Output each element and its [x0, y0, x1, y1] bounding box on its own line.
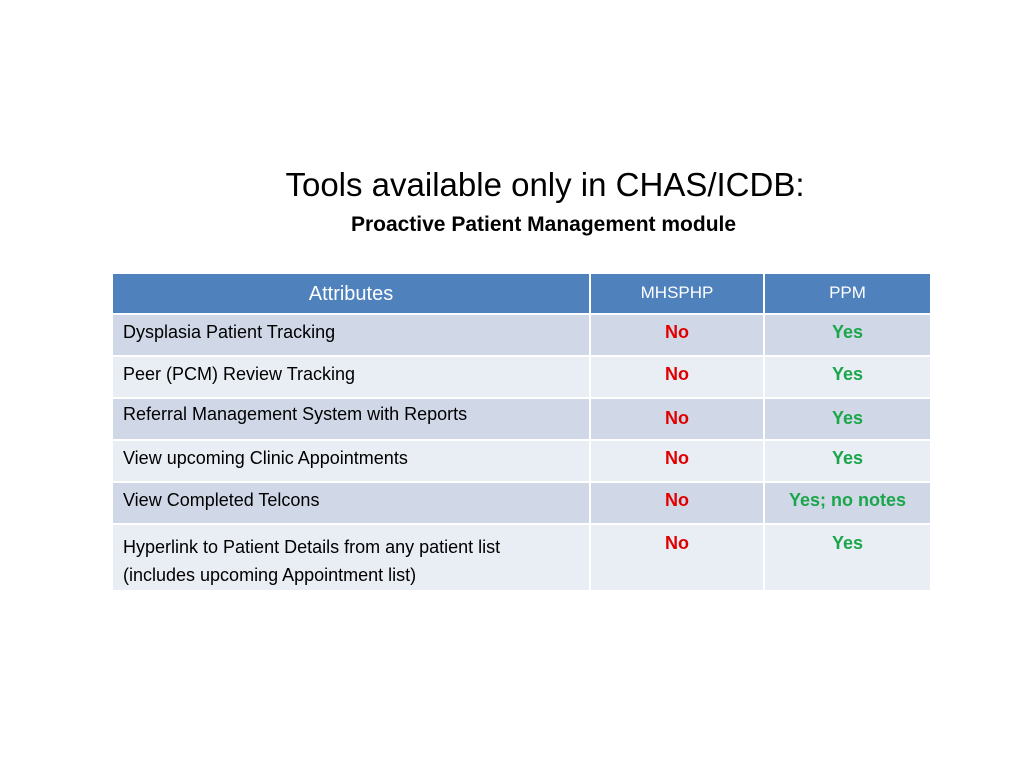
table-row — [112, 398, 931, 440]
table-row — [112, 482, 931, 524]
row-ppm-value: Yes — [764, 314, 931, 356]
header-ppm: PPM — [764, 273, 931, 314]
table-row — [112, 524, 931, 591]
row-attribute: View Completed Telcons — [112, 482, 590, 524]
row-mhsphp-value: No — [590, 398, 764, 440]
slide-subtitle: Proactive Patient Management module — [350, 213, 737, 236]
table-row — [112, 314, 931, 356]
row-attribute-line: Hyperlink to Patient Details from any patient list — [123, 537, 501, 557]
row-mhsphp-value: No — [590, 440, 764, 482]
table-row — [112, 440, 931, 482]
slide-title: Tools available only in CHAS/ICDB: — [285, 166, 805, 203]
row-mhsphp-value: No — [590, 482, 764, 524]
table-header-row — [112, 273, 931, 314]
row-mhsphp-value: No — [590, 524, 764, 591]
comparison-table — [111, 272, 932, 592]
row-attribute: View upcoming Clinic Appointments — [112, 440, 590, 482]
row-attribute: Referral Management System with Reports — [112, 398, 590, 440]
row-ppm-value: Yes — [764, 440, 931, 482]
row-ppm-value: Yes — [764, 356, 931, 398]
row-mhsphp-value: No — [590, 356, 764, 398]
row-attribute: Dysplasia Patient Tracking — [112, 314, 590, 356]
row-ppm-value: Yes — [764, 524, 931, 591]
row-attribute-line: (includes upcoming Appointment list) — [123, 565, 417, 585]
row-attribute: Peer (PCM) Review Tracking — [112, 356, 590, 398]
row-ppm-value: Yes — [764, 398, 931, 440]
table-row — [112, 356, 931, 398]
row-mhsphp-value: No — [590, 314, 764, 356]
row-ppm-value: Yes; no notes — [764, 482, 931, 524]
row-attribute — [112, 524, 590, 591]
header-mhsphp: MHSPHP — [590, 273, 764, 314]
header-attributes: Attributes — [112, 273, 590, 314]
